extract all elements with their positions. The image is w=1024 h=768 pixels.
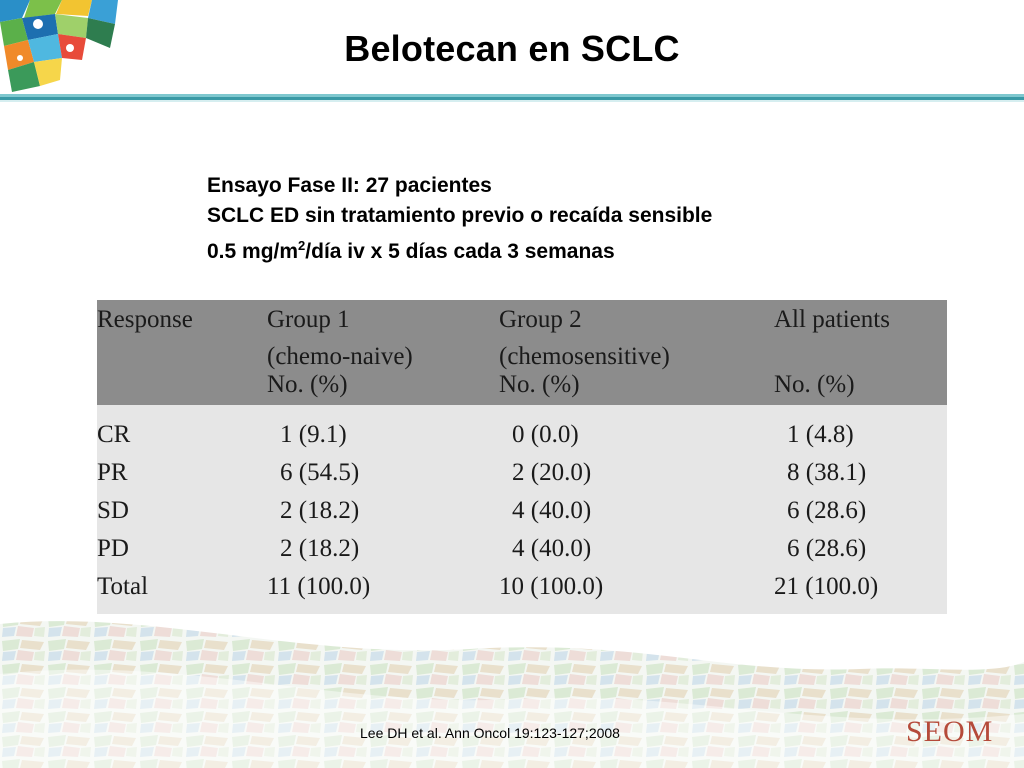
row-pr-group2: 2 (20.0): [512, 459, 592, 486]
slide-subtitle: [207, 171, 712, 267]
row-pd-group1: 2 (18.2): [280, 535, 360, 562]
row-sd-group2: 4 (40.0): [512, 497, 592, 524]
header-all-title: All patients: [774, 306, 890, 333]
row-cr-label: CR: [97, 421, 131, 448]
header-group1-unit: No. (%): [267, 371, 348, 398]
header-response: Response: [97, 306, 193, 333]
subtitle-line-2: SCLC ED sin tratamiento previo o recaída sensible: [207, 204, 713, 227]
slide-title: Belotecan en SCLC: [344, 28, 680, 69]
header-all-unit: No. (%): [774, 371, 855, 398]
title-divider: [0, 94, 1024, 102]
row-total-label: Total: [97, 573, 149, 600]
row-sd-label: SD: [97, 497, 129, 524]
row-cr-all: 1 (4.8): [787, 421, 854, 448]
row-pr-label: PR: [97, 459, 128, 486]
row-pd-label: PD: [97, 535, 129, 562]
row-total-group2: 10 (100.0): [499, 573, 604, 600]
row-pd-group2: 4 (40.0): [512, 535, 592, 562]
mosaic-wave-decoration: [0, 614, 1024, 768]
row-cr-group1: 1 (9.1): [280, 421, 347, 448]
header-group1-title: Group 1: [267, 306, 350, 333]
header-group2-subtitle: (chemosensitive): [499, 343, 670, 370]
row-total-all: 21 (100.0): [774, 573, 879, 600]
header-group2-unit: No. (%): [499, 371, 580, 398]
row-cr-group2: 0 (0.0): [512, 421, 579, 448]
row-pd-all: 6 (28.6): [787, 535, 867, 562]
row-sd-all: 6 (28.6): [787, 497, 867, 524]
table-header: [97, 300, 947, 405]
row-pr-group1: 6 (54.5): [280, 459, 360, 486]
header-group1-subtitle: (chemo-naive): [267, 343, 413, 370]
dose-superscript: 2: [298, 238, 306, 253]
header-group2-title: Group 2: [499, 306, 582, 333]
schedule-text: /día iv x 5 días cada 3 semanas: [305, 240, 615, 263]
dose-text: 0.5 mg/m: [207, 240, 299, 263]
response-table: [97, 300, 947, 614]
seom-brand: SEOM: [906, 715, 994, 748]
row-total-group1: 11 (100.0): [267, 573, 371, 600]
row-sd-group1: 2 (18.2): [280, 497, 360, 524]
subtitle-line-3: [207, 231, 712, 267]
row-pr-all: 8 (38.1): [787, 459, 867, 486]
citation: Lee DH et al. Ann Oncol 19:123-127;2008: [360, 725, 620, 741]
subtitle-line-1: Ensayo Fase II: 27 pacientes: [207, 174, 492, 197]
